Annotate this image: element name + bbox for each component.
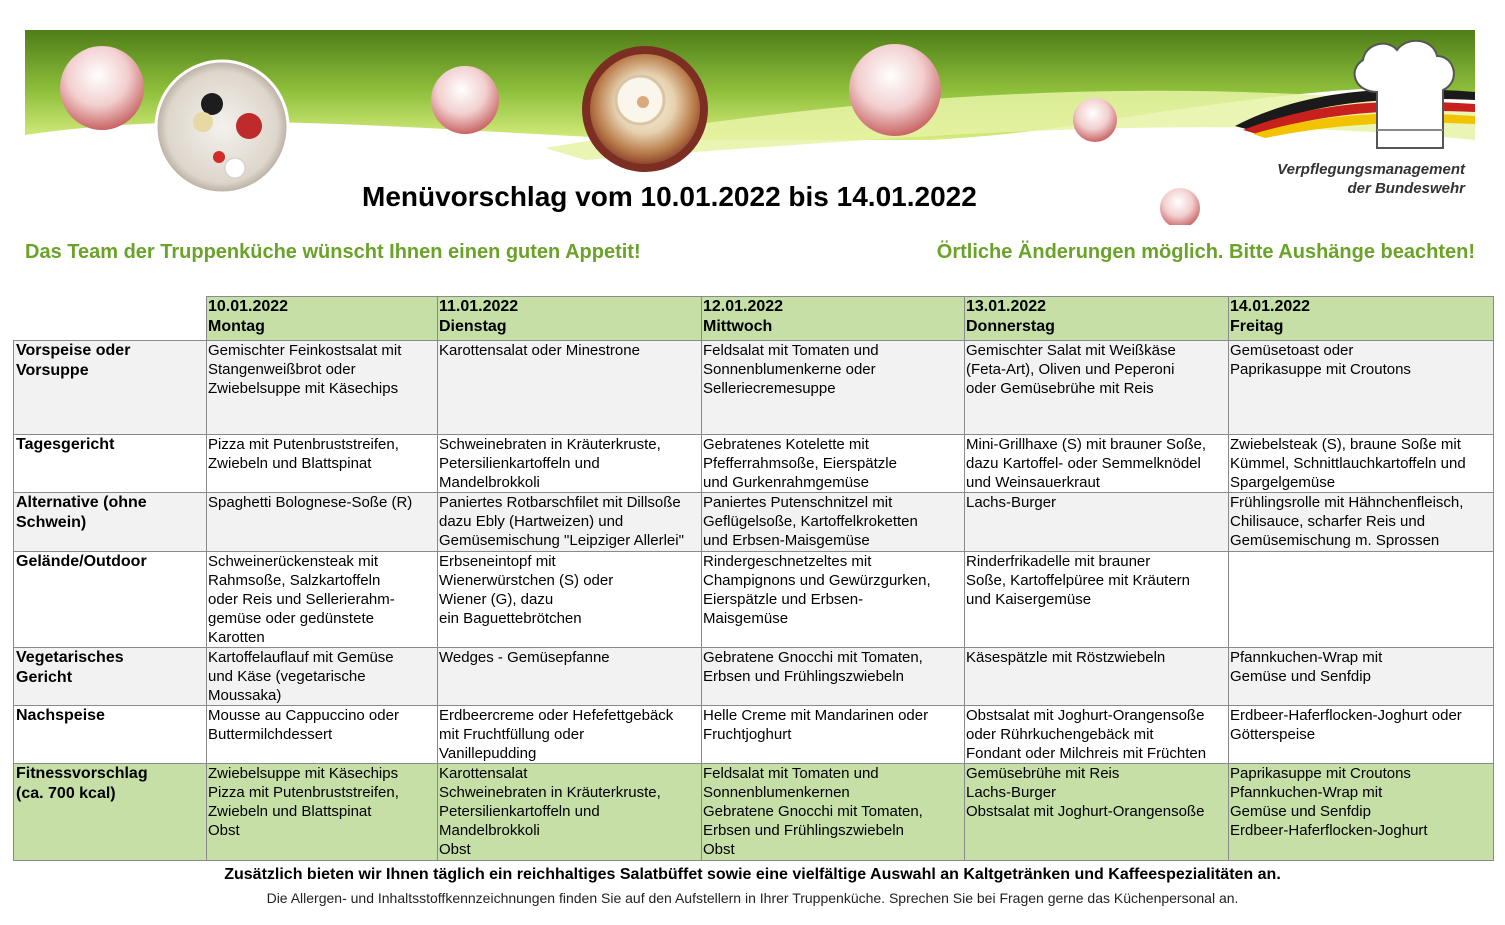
menu-cell-outdoor-friday [1229, 552, 1494, 648]
row-label-vegetarian: Vegetarisches Gericht [14, 648, 207, 706]
menu-cell-main-dish-tuesday: Schweinebraten in Kräuterkruste, Petersilienkartoffeln und Mandelbrokkoli [438, 435, 702, 493]
menu-cell-vegetarian-wednesday: Gebratene Gnocchi mit Tomaten, Erbsen und Frühlingszwiebeln [702, 648, 965, 706]
day-header-tuesday: 11.01.2022 Dienstag [438, 297, 702, 341]
menu-row-starter [14, 341, 1494, 435]
menu-cell-dessert-monday: Mousse au Cappuccino oder Buttermilchdessert [207, 706, 438, 764]
menu-table [13, 296, 1494, 861]
menu-cell-starter-monday: Gemischter Feinkostsalat mit Stangenweißbrot oder Zwiebelsuppe mit Käsechips [207, 341, 438, 435]
row-label-dessert: Nachspeise [14, 706, 207, 764]
menu-row-vegetarian [14, 648, 1494, 706]
logo-text [1230, 160, 1465, 198]
greeting-text: Das Team der Truppenküche wünscht Ihnen einen guten Appetit! [25, 241, 641, 263]
menu-cell-dessert-thursday: Obstsalat mit Joghurt-Orangensoße oder Rührkuchengebäck mit Fondant oder Milchreis mit Früchten [965, 706, 1229, 764]
day-header-monday: 10.01.2022 Montag [207, 297, 438, 341]
menu-cell-dessert-tuesday: Erdbeercreme oder Hefefettgebäck mit Fruchtfüllung oder Vanillepudding [438, 706, 702, 764]
menu-cell-vegetarian-tuesday: Wedges - Gemüsepfanne [438, 648, 702, 706]
menu-row-alternative [14, 493, 1494, 552]
day-header-friday: 14.01.2022 Freitag [1229, 297, 1494, 341]
menu-cell-fitness-thursday: Gemüsebrühe mit Reis Lachs-Burger Obstsalat mit Joghurt-Orangensoße [965, 764, 1229, 861]
table-corner-cell [14, 297, 207, 341]
menu-cell-main-dish-thursday: Mini-Grillhaxe (S) mit brauner Soße, dazu Kartoffel- oder Semmelknödel und Weinsauerkraut [965, 435, 1229, 493]
menu-cell-starter-wednesday: Feldsalat mit Tomaten und Sonnenblumenkerne oder Selleriecremesuppe [702, 341, 965, 435]
menu-cell-alternative-tuesday: Paniertes Rotbarschfilet mit Dillsoße dazu Ebly (Hartweizen) und Gemüsemischung "Leipziger Allerlei" [438, 493, 702, 552]
menu-cell-starter-tuesday: Karottensalat oder Minestrone [438, 341, 702, 435]
menu-cell-fitness-monday: Zwiebelsuppe mit Käsechips Pizza mit Putenbruststreifen, Zwiebeln und Blattspinat Obst [207, 764, 438, 861]
menu-cell-alternative-wednesday: Paniertes Putenschnitzel mit Geflügelsoße, Kartoffelkroketten und Erbsen-Maisgemüse [702, 493, 965, 552]
row-label-alternative: Alternative (ohne Schwein) [14, 493, 207, 552]
menu-cell-dessert-friday: Erdbeer-Haferflocken-Joghurt oder Götterspeise [1229, 706, 1494, 764]
menu-cell-main-dish-monday: Pizza mit Putenbruststreifen, Zwiebeln und Blattspinat [207, 435, 438, 493]
menu-cell-alternative-monday: Spaghetti Bolognese-Soße (R) [207, 493, 438, 552]
logo-line-2: der Bundeswehr [1347, 180, 1465, 197]
row-label-outdoor: Gelände/Outdoor [14, 552, 207, 648]
menu-cell-fitness-tuesday: Karottensalat Schweinebraten in Kräuterkruste, Petersilienkartoffeln und Mandelbrokkoli Obst [438, 764, 702, 861]
menu-row-dessert [14, 706, 1494, 764]
menu-cell-main-dish-wednesday: Gebratenes Kotelette mit Pfefferrahmsoße, Eierspätzle und Gurkenrahmgemüse [702, 435, 965, 493]
menu-row-outdoor [14, 552, 1494, 648]
menu-cell-outdoor-wednesday: Rindergeschnetzeltes mit Champignons und Gewürzgurken, Eierspätzle und Erbsen- Maisgemüse [702, 552, 965, 648]
menu-cell-fitness-friday: Paprikasuppe mit Croutons Pfannkuchen-Wrap mit Gemüse und Senfdip Erdbeer-Haferflocken-Joghurt [1229, 764, 1494, 861]
page-title: Menüvorschlag vom 10.01.2022 bis 14.01.2022 [362, 181, 977, 212]
day-header-wednesday: 12.01.2022 Mittwoch [702, 297, 965, 341]
menu-cell-vegetarian-friday: Pfannkuchen-Wrap mit Gemüse und Senfdip [1229, 648, 1494, 706]
day-header-thursday: 13.01.2022 Donnerstag [965, 297, 1229, 341]
menu-cell-fitness-wednesday: Feldsalat mit Tomaten und Sonnenblumenkernen Gebratene Gnocchi mit Tomaten, Erbsen und Frühlingszwiebeln Obst [702, 764, 965, 861]
menu-cell-outdoor-tuesday: Erbseneintopf mit Wienerwürstchen (S) oder Wiener (G), dazu ein Baguettebrötchen [438, 552, 702, 648]
menu-cell-starter-friday: Gemüsetoast oder Paprikasuppe mit Croutons [1229, 341, 1494, 435]
menu-row-fitness [14, 764, 1494, 861]
menu-cell-vegetarian-monday: Kartoffelauflauf mit Gemüse und Käse (vegetarische Moussaka) [207, 648, 438, 706]
menu-cell-starter-thursday: Gemischter Salat mit Weißkäse (Feta-Art), Oliven und Peperoni oder Gemüsebrühe mit Reis [965, 341, 1229, 435]
menu-cell-dessert-wednesday: Helle Creme mit Mandarinen oder Fruchtjoghurt [702, 706, 965, 764]
footer-allergen-note: Die Allergen- und Inhaltsstoffkennzeichnungen finden Sie auf den Aufstellern in Ihrer Truppenküche. Sprechen Sie bei Fragen gerne das Küchenpersonal an. [266, 890, 1239, 906]
food-photo-antipasti [156, 61, 288, 193]
row-label-main-dish: Tagesgericht [14, 435, 207, 493]
food-photo-cappuccino [582, 46, 708, 172]
menu-cell-outdoor-thursday: Rinderfrikadelle mit brauner Soße, Kartoffelpüree mit Kräutern und Kaisergemüse [965, 552, 1229, 648]
menu-row-main-dish [14, 435, 1494, 493]
footer-salad-note: Zusätzlich bieten wir Ihnen täglich ein reichhaltiges Salatbüffet sowie eine vielfältige Auswahl an Kaltgetränken und Kaffeespezialitäten an. [224, 866, 1281, 883]
menu-cell-main-dish-friday: Zwiebelsteak (S), braune Soße mit Kümmel, Schnittlauchkartoffeln und Spargelgemüse [1229, 435, 1494, 493]
menu-cell-vegetarian-thursday: Käsespätzle mit Röstzwiebeln [965, 648, 1229, 706]
row-label-fitness: Fitnessvorschlag (ca. 700 kcal) [14, 764, 207, 861]
row-label-starter: Vorspeise oder Vorsuppe [14, 341, 207, 435]
logo-line-1: Verpflegungsmanagement [1277, 161, 1465, 178]
menu-cell-outdoor-monday: Schweinerückensteak mit Rahmsoße, Salzkartoffeln oder Reis und Sellerierahm- gemüse oder gedünstete Karotten [207, 552, 438, 648]
table-header-row [14, 297, 1494, 341]
notice-text: Örtliche Änderungen möglich. Bitte Aushänge beachten! [936, 241, 1475, 263]
menu-cell-alternative-friday: Frühlingsrolle mit Hähnchenfleisch, Chilisauce, scharfer Reis und Gemüsemischung m. Sprossen [1229, 493, 1494, 552]
menu-cell-alternative-thursday: Lachs-Burger [965, 493, 1229, 552]
